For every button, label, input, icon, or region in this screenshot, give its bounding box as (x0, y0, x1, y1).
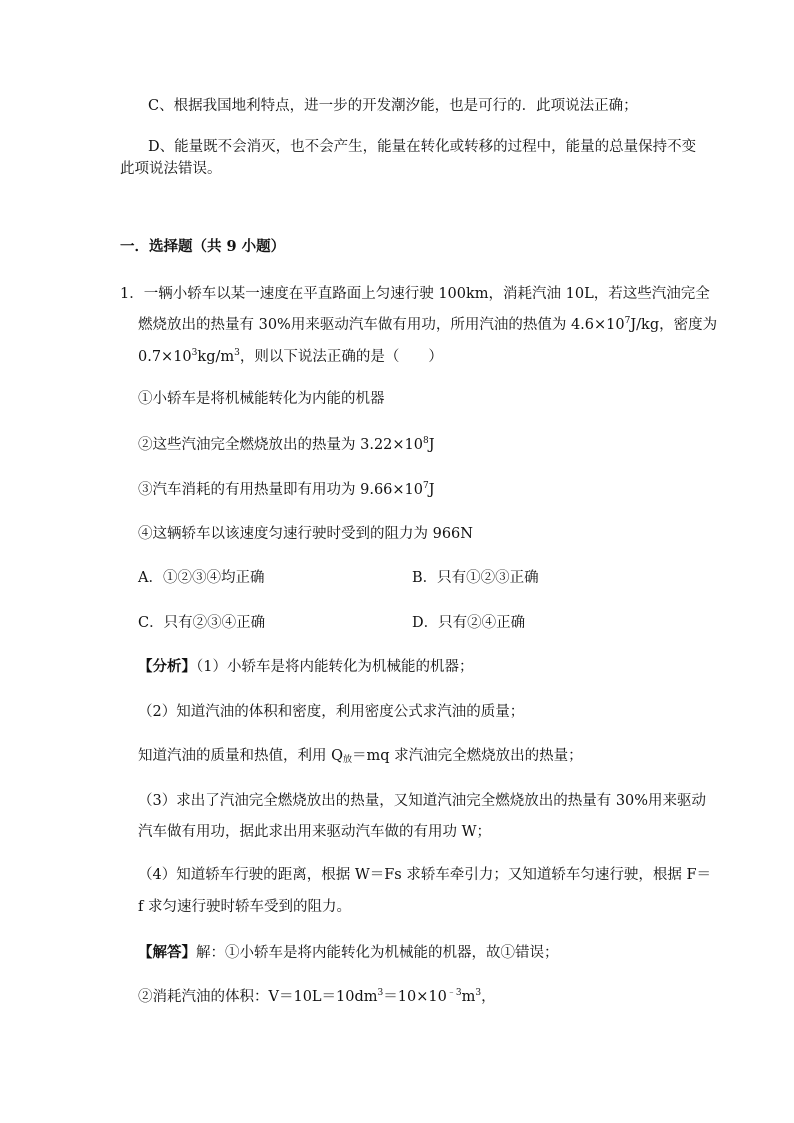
option-d: D．只有②④正确 (412, 615, 526, 631)
option-a: A．①②③④均正确 (138, 570, 265, 586)
analysis-line-3: 知道汽油的质量和热值，利用 $Q_放=mq$ 求汽油完全燃烧放出的热量； (138, 748, 583, 765)
statement-4: ④这辆轿车以该速度匀速行驶时受到的阻力为 966N (138, 526, 473, 542)
answer-label: 【解答】 (138, 944, 196, 961)
statement-2: ②这些汽油完全燃烧放出的热量为 $3.22\times 10^8J$ (138, 436, 435, 453)
question-stem-line-3: $0.7\times 10^3kg/m^3$，则以下说法正确的是（ ） (138, 348, 443, 365)
question-stem-line-1: 1．一辆小轿车以某一速度在平直路面上匀速行驶 100km，消耗汽油 10L，若这些汽油完全 (120, 286, 710, 302)
prev-option-d-explanation: D、能量既不会消灭，也不会产生，能量在转化或转移的过程中，能量的总量保持不变 (148, 139, 697, 155)
analysis-line-1: 【分析】（1）小轿车是将内能转化为机械能的机器； (138, 658, 474, 675)
analysis-line-4: （3）求出了汽油完全燃烧放出的热量，又知道汽油完全燃烧放出的热量有 30%用来驱动 (138, 793, 707, 809)
analysis-line-7: f 求匀速行驶时轿车受到的阻力。 (138, 899, 351, 915)
option-c: C．只有②③④正确 (138, 615, 266, 631)
prev-option-d-explanation-cont: 此项说法错误。 (120, 161, 222, 177)
analysis-line-6: （4）知道轿车行驶的距离，根据 W＝Fs 求轿车牵引力；又知道轿车匀速行驶，根据 F＝ (138, 867, 712, 883)
analysis-line-5: 汽车做有用功，据此求出用来驱动汽车做的有用功 W； (138, 824, 492, 840)
answer-line-1: 【解答】解：①小轿车是将内能转化为机械能的机器，故①错误； (138, 944, 559, 961)
analysis-line-2: （2）知道汽油的体积和密度，利用密度公式求汽油的质量； (138, 704, 525, 720)
statement-3: ③汽车消耗的有用热量即有用功为 $9.66\times 10^7J$ (138, 481, 435, 498)
question-stem-line-2: 燃烧放出的热量有 30%用来驱动汽车做有用功，所用汽油的热值为 $4.6\times 10^7J/kg$，密度为 (138, 316, 718, 333)
prev-option-c-explanation: C、根据我国地利特点，进一步的开发潮汐能，也是可行的．此项说法正确； (148, 98, 638, 114)
statement-1: ①小轿车是将机械能转化为内能的机器 (138, 391, 385, 407)
option-b: B．只有①②③正确 (412, 570, 539, 586)
analysis-label: 【分析】 (138, 658, 196, 675)
answer-line-2: ②消耗汽油的体积：$V=10L=10dm^3=10\times 10^{﹣3}m^3$， (138, 988, 496, 1005)
section-title: 一．选择题（共 9 小题） (120, 238, 286, 255)
